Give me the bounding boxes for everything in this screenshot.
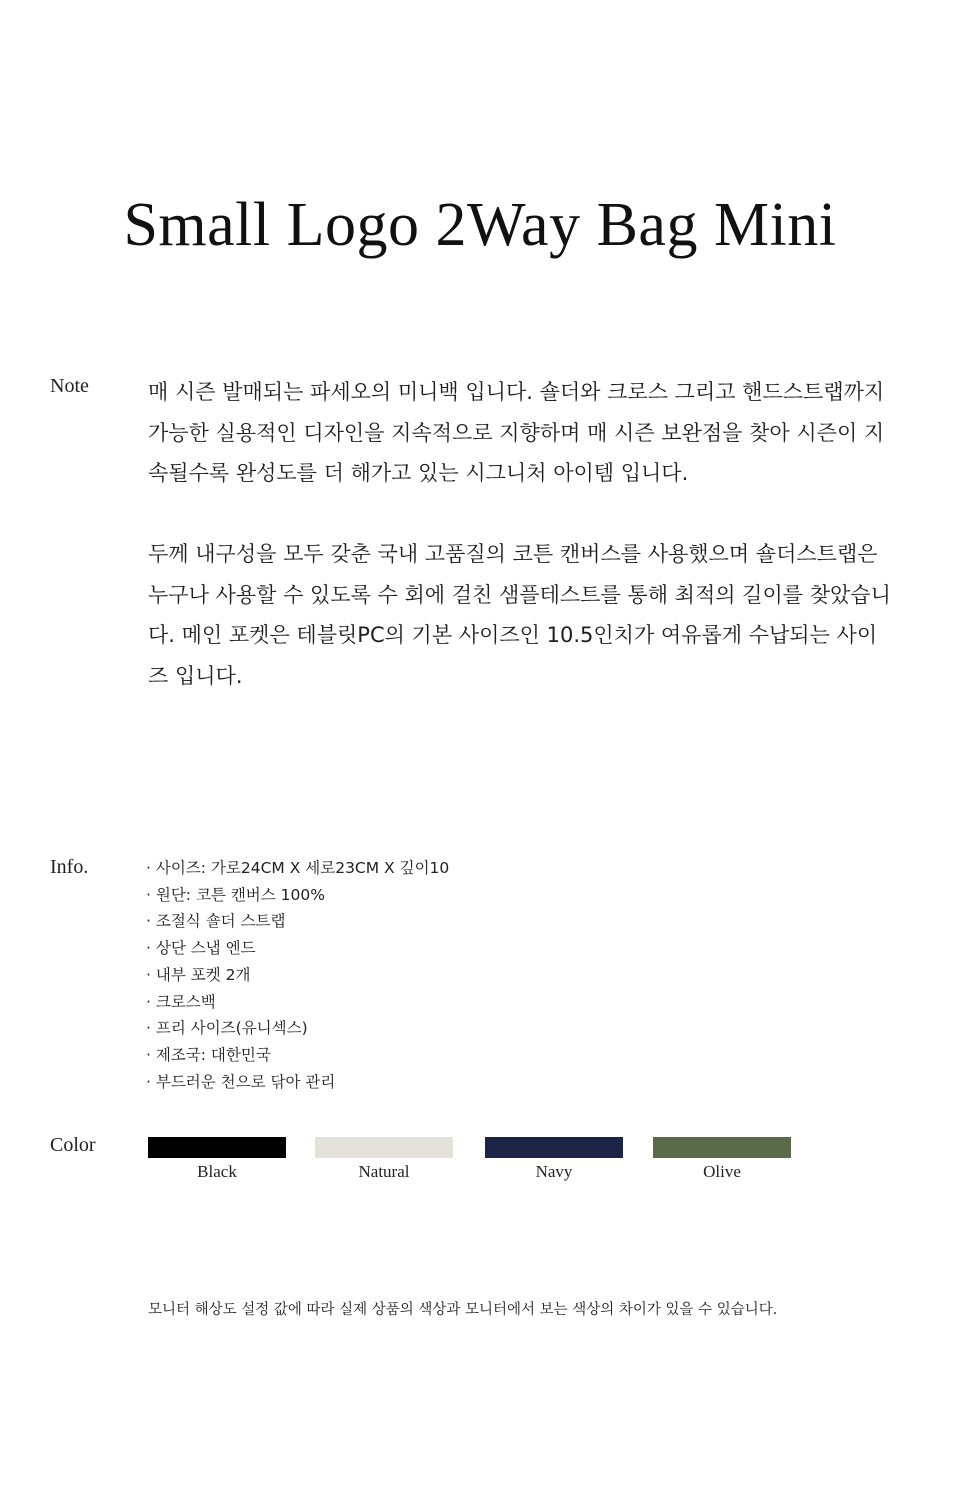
info-item-snap: · 상단 스냅 엔드 <box>146 939 256 958</box>
note-description <box>148 372 893 696</box>
info-label: Info. <box>50 856 89 878</box>
color-swatch-navy <box>485 1137 623 1182</box>
info-item-free-size: · 프리 사이즈(유니섹스) <box>146 1019 308 1038</box>
color-swatch-olive <box>653 1137 791 1182</box>
product-title: Small Logo 2Way Bag Mini <box>123 191 837 259</box>
note-label: Note <box>50 375 89 397</box>
info-item-fabric: · 원단: 코튼 캔버스 100% <box>146 885 325 904</box>
color-chip <box>653 1137 791 1158</box>
color-name: Olive <box>703 1162 741 1181</box>
color-swatch-black <box>148 1137 286 1182</box>
info-item-care: · 부드러운 천으로 닦아 관리 <box>146 1072 336 1091</box>
note-paragraph: 매 시즌 발매되는 파세오의 미니백 입니다. 숄더와 크로스 그리고 핸드스트랩까지 가능한 실용적인 디자인을 지속적으로 지향하며 매 시즌 보완점을 찾아 시즌이 지속될수록 완성도를 더 해가고 있는 시그니처 아이템 입니다. <box>148 380 885 485</box>
color-chip <box>148 1137 286 1158</box>
color-name: Navy <box>535 1162 573 1181</box>
info-list <box>146 855 449 1095</box>
color-name: Natural <box>358 1162 410 1181</box>
color-chip <box>315 1137 453 1158</box>
info-item-crossbag: · 크로스백 <box>146 992 216 1011</box>
note-paragraph: 두께 내구성을 모두 갖춘 국내 고품질의 코튼 캔버스를 사용했으며 숄더스트랩은 누구나 사용할 수 있도록 수 회에 걸친 샘플테스트를 통해 최적의 길이를 찾았습니다. 메인 포켓은 테블릿PC의 기본 사이즈인 10.5인치가 여유롭게 수납되는 사이즈 입니다. <box>148 542 891 688</box>
color-chip <box>485 1137 623 1158</box>
color-disclaimer: 모니터 해상도 설정 값에 따라 실제 상품의 색상과 모니터에서 보는 색상의 차이가 있을 수 있습니다. <box>148 1302 778 1318</box>
info-item-pocket: · 내부 포켓 2개 <box>146 965 251 984</box>
info-item-size: · 사이즈: 가로24CM X 세로23CM X 깊이10 <box>146 859 450 877</box>
color-label: Color <box>50 1134 96 1156</box>
info-item-strap: · 조절식 숄더 스트랩 <box>146 912 286 931</box>
info-item-origin: · 제조국: 대한민국 <box>146 1045 271 1064</box>
color-swatch-natural <box>315 1137 453 1182</box>
color-name: Black <box>197 1162 237 1181</box>
